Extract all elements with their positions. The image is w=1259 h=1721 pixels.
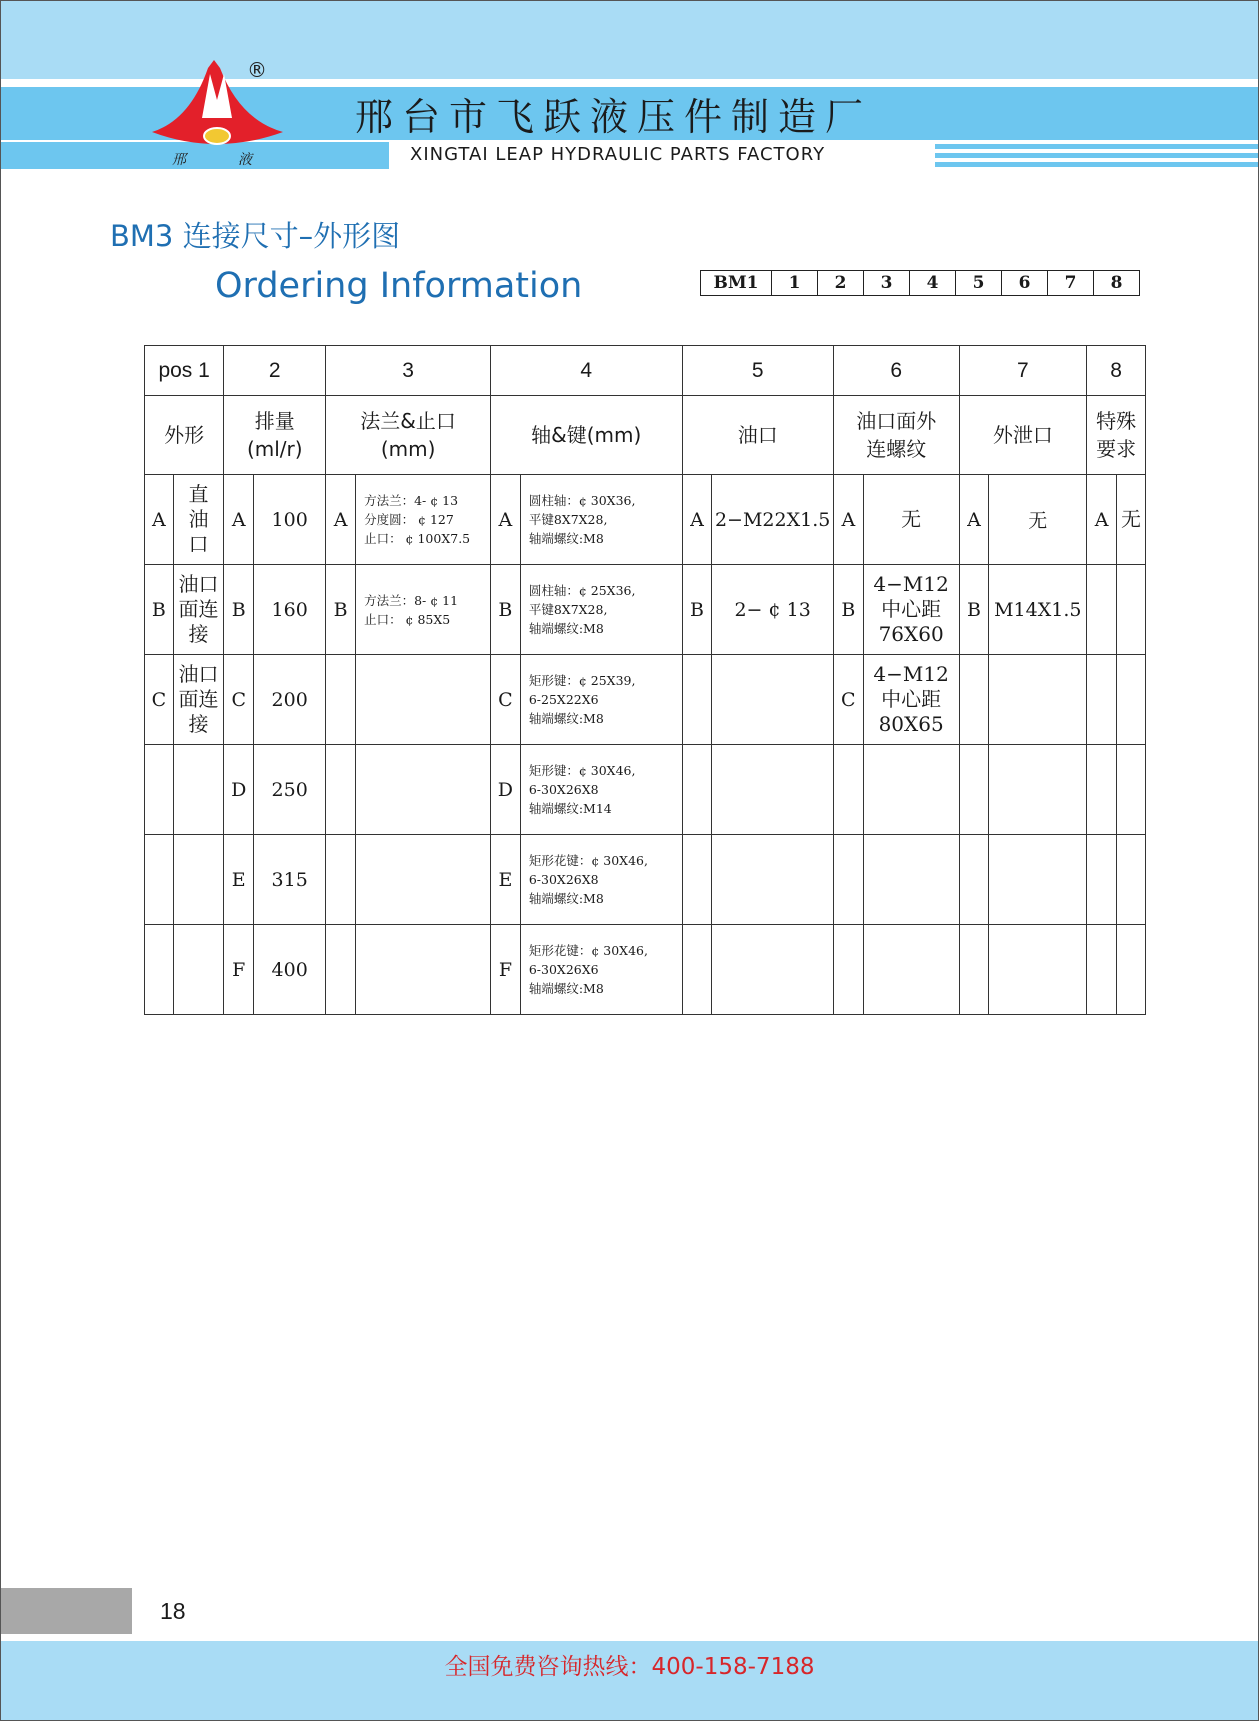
option-value: 200 — [254, 655, 326, 745]
option-value: M14X1.5 — [989, 565, 1087, 655]
option-letter — [1087, 655, 1117, 745]
code-cell: 7 — [1048, 271, 1094, 296]
option-letter — [682, 835, 712, 925]
option-value — [863, 745, 959, 835]
code-cell: 6 — [1002, 271, 1048, 296]
option-letter — [682, 925, 712, 1015]
option-letter — [145, 835, 174, 925]
option-value: 方法兰：8- ¢ 11 止口： ¢ 85X5 — [356, 565, 491, 655]
option-letter — [833, 925, 863, 1015]
option-value — [989, 745, 1087, 835]
section-title: BM3 连接尺寸–外形图 — [110, 219, 401, 253]
option-row — [145, 475, 1146, 565]
name-header-row — [145, 396, 1146, 475]
option-letter: B — [959, 565, 989, 655]
col-name-header: 油口 — [682, 396, 833, 475]
option-letter: F — [490, 925, 520, 1015]
option-row — [145, 565, 1146, 655]
col-name-header: 特殊 要求 — [1087, 396, 1146, 475]
option-value — [1117, 925, 1146, 1015]
option-value — [1117, 745, 1146, 835]
option-row — [145, 835, 1146, 925]
col-name-header: 油口面外 连螺纹 — [833, 396, 959, 475]
option-letter: D — [490, 745, 520, 835]
option-value: 矩形花键：¢ 30X46, 6-30X26X8 轴端螺纹:M8 — [520, 835, 682, 925]
option-letter — [326, 925, 356, 1015]
option-letter: A — [145, 475, 174, 565]
option-value: 100 — [254, 475, 326, 565]
option-value: 无 — [989, 475, 1087, 565]
code-cell: 5 — [956, 271, 1002, 296]
option-letter: F — [224, 925, 254, 1015]
option-letter — [145, 925, 174, 1015]
option-value — [1117, 835, 1146, 925]
option-letter: B — [490, 565, 520, 655]
option-letter: B — [326, 565, 356, 655]
section-subtitle: Ordering Information — [215, 266, 583, 306]
code-cell: 3 — [864, 271, 910, 296]
option-value: 2− ¢ 13 — [712, 565, 834, 655]
option-letter: B — [145, 565, 174, 655]
option-letter — [959, 745, 989, 835]
option-letter: C — [224, 655, 254, 745]
option-value — [863, 835, 959, 925]
option-value — [712, 835, 834, 925]
option-value — [989, 655, 1087, 745]
col-name-header: 排量 (ml/r) — [224, 396, 326, 475]
option-value — [356, 745, 491, 835]
pos-header: 4 — [490, 346, 682, 396]
option-letter — [1087, 565, 1117, 655]
option-value — [356, 925, 491, 1015]
registered-mark: ® — [247, 58, 267, 82]
option-value — [173, 745, 223, 835]
position-header-row — [145, 346, 1146, 396]
pos-header: 8 — [1087, 346, 1146, 396]
pos-header: 2 — [224, 346, 326, 396]
option-value: 400 — [254, 925, 326, 1015]
pos-header: 7 — [959, 346, 1087, 396]
page-number-bar — [1, 1588, 132, 1634]
option-letter — [833, 745, 863, 835]
option-letter: E — [490, 835, 520, 925]
option-letter: E — [224, 835, 254, 925]
option-letter: C — [145, 655, 174, 745]
option-letter: A — [326, 475, 356, 565]
option-letter: C — [490, 655, 520, 745]
code-cell: 2 — [818, 271, 864, 296]
pos-header: 3 — [326, 346, 491, 396]
hotline-text: 全国免费咨询热线：400-158-7188 — [444, 1654, 815, 1680]
option-row — [145, 925, 1146, 1015]
pos-header: 5 — [682, 346, 833, 396]
option-value: 315 — [254, 835, 326, 925]
option-value: 圆柱轴：¢ 25X36, 平键8X7X28, 轴端螺纹:M8 — [520, 565, 682, 655]
option-letter — [326, 835, 356, 925]
option-letter: B — [833, 565, 863, 655]
option-value — [989, 925, 1087, 1015]
option-value — [712, 655, 834, 745]
option-letter: A — [833, 475, 863, 565]
option-letter: B — [682, 565, 712, 655]
option-value: 直 油 口 — [173, 475, 223, 565]
option-value: 250 — [254, 745, 326, 835]
option-value — [712, 925, 834, 1015]
option-letter: A — [682, 475, 712, 565]
option-letter — [1087, 745, 1117, 835]
col-name-header: 轴&键(mm) — [490, 396, 682, 475]
option-value: 4−M12 中心距 80X65 — [863, 655, 959, 745]
option-value — [989, 835, 1087, 925]
option-value: 圆柱轴：¢ 30X36, 平键8X7X28, 轴端螺纹:M8 — [520, 475, 682, 565]
option-letter — [682, 745, 712, 835]
option-letter — [959, 925, 989, 1015]
option-letter — [833, 835, 863, 925]
option-value — [712, 745, 834, 835]
col-name-header: 法兰&止口 (mm) — [326, 396, 491, 475]
option-value — [1117, 655, 1146, 745]
option-letter — [682, 655, 712, 745]
ordering-code-box — [700, 270, 1140, 296]
option-value: 矩形键：¢ 25X39, 6-25X22X6 轴端螺纹:M8 — [520, 655, 682, 745]
page-number: 18 — [160, 1598, 186, 1624]
code-cell: 8 — [1094, 271, 1140, 296]
option-value: 无 — [863, 475, 959, 565]
col-name-header: 外泄口 — [959, 396, 1087, 475]
option-letter — [1087, 925, 1117, 1015]
pos-header: 6 — [833, 346, 959, 396]
option-letter: A — [959, 475, 989, 565]
option-letter — [326, 745, 356, 835]
company-name-en: XINGTAI LEAP HYDRAULIC PARTS FACTORY — [410, 144, 826, 165]
option-value — [173, 925, 223, 1015]
option-value: 4−M12 中心距 76X60 — [863, 565, 959, 655]
option-letter: A — [1087, 475, 1117, 565]
option-letter: D — [224, 745, 254, 835]
option-value: 矩形花键：¢ 30X46, 6-30X26X6 轴端螺纹:M8 — [520, 925, 682, 1015]
option-letter: A — [224, 475, 254, 565]
option-row — [145, 655, 1146, 745]
option-value — [173, 835, 223, 925]
ordering-table — [144, 345, 1146, 1015]
svg-text:液: 液 — [238, 152, 252, 168]
option-letter: B — [224, 565, 254, 655]
option-value: 2−M22X1.5 — [712, 475, 834, 565]
option-value: 160 — [254, 565, 326, 655]
option-value — [356, 655, 491, 745]
option-value: 油口 面连 接 — [173, 565, 223, 655]
option-letter: C — [833, 655, 863, 745]
option-letter — [326, 655, 356, 745]
option-value — [1117, 565, 1146, 655]
header-stripes — [935, 144, 1258, 168]
code-cell: 1 — [772, 271, 818, 296]
code-cell: BM1 — [701, 271, 772, 296]
option-letter: A — [490, 475, 520, 565]
option-value — [356, 835, 491, 925]
option-value: 方法兰：4- ¢ 13 分度圆： ¢ 127 止口： ¢ 100X7.5 — [356, 475, 491, 565]
option-row — [145, 745, 1146, 835]
col-name-header: 外形 — [145, 396, 224, 475]
code-cell: 4 — [910, 271, 956, 296]
option-value: 油口 面连 接 — [173, 655, 223, 745]
pos-header: pos 1 — [145, 346, 224, 396]
option-letter — [145, 745, 174, 835]
option-value: 矩形键：¢ 30X46, 6-30X26X8 轴端螺纹:M14 — [520, 745, 682, 835]
svg-text:邢: 邢 — [172, 152, 186, 168]
option-letter — [959, 835, 989, 925]
option-letter — [959, 655, 989, 745]
option-value: 无 — [1117, 475, 1146, 565]
company-name-cn: 邢台市飞跃液压件制造厂 — [355, 95, 873, 139]
option-value — [863, 925, 959, 1015]
option-letter — [1087, 835, 1117, 925]
